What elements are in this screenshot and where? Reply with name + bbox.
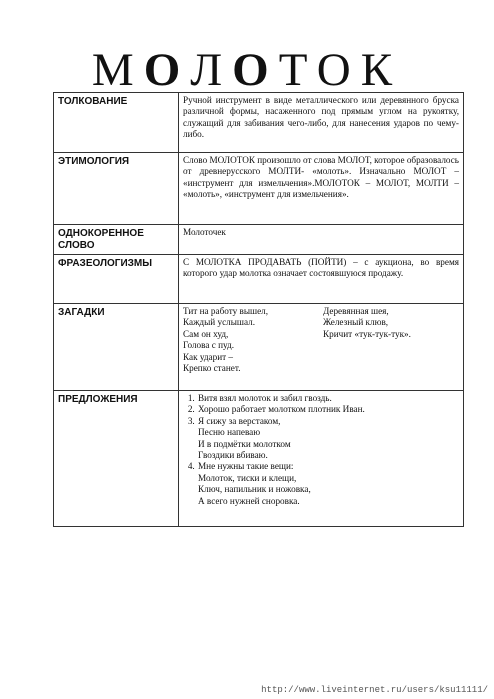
row-heading: ЗАГАДКИ [54,304,179,391]
sentence-item [197,416,459,462]
source-url: http://www.liveinternet.ru/users/ksu11111/ [261,685,488,695]
sentence-list [183,393,459,507]
riddle-line: Голова с пуд. [183,340,235,351]
sentence-line: 3. Я сижу за верстаком, [198,415,281,426]
row-heading: ПРЕДЛОЖЕНИЯ [54,391,179,527]
riddle-line: Кричит «тук-тук-тук». [323,328,411,339]
row-heading: ФРАЗЕОЛОГИЗМЫ [54,255,179,304]
row-zagadki [54,304,464,391]
riddle-line: Тит на работу вышел, [183,306,269,316]
riddle-line: Крепко станет. [183,363,241,374]
row-content: Слово МОЛОТОК произошло от слова МОЛОТ, которое образовалось от древнерусского МОЛТИ- «молоть». Изначально МОЛОТ – «инструмент для измельчения».МОЛОТОК – МОЛОТ, МОЛТИ – «молоть», «инструмент для измельчения». [179,153,464,225]
riddle-left [183,306,319,374]
title-letter: Л [190,44,233,96]
riddle-right [319,306,459,374]
title-letter-bold: О [232,44,279,96]
row-heading: ОДНОКОРЕННОЕ СЛОВО [54,225,179,255]
riddle-line: Железный клюв, [323,317,389,328]
row-heading: ЭТИМОЛОГИЯ [54,153,179,225]
row-content [179,391,464,527]
sentence-line: 1. Витя взял молоток и забил гвоздь. [198,393,332,403]
sentence-line: Гвоздики вбиваю. [198,450,268,461]
row-content [179,304,464,391]
page-title [0,44,494,96]
riddle-line: Деревянная шея, [323,306,389,316]
row-etimologiya [54,153,464,225]
sentence-item [197,461,459,507]
sentence-line: А всего нужней сноровка. [198,495,300,506]
row-content: С МОЛОТКА ПРОДАВАТЬ (ПОЙТИ) – с аукциона, во время которого удар молотка означает состоявшуюся продажу. [179,255,464,304]
word-table [53,92,464,527]
riddle-line: Как ударит – [183,351,234,362]
row-frazeologizmy [54,255,464,304]
riddles [183,306,459,374]
row-predlozheniya [54,391,464,527]
riddle-line: Каждый услышал. [183,317,256,328]
sentence-line: Молоток, тиски и клещи, [198,472,297,483]
sentence-line: Песню напеваю [198,427,261,438]
row-content: Молоточек [179,225,464,255]
row-content: Ручной инструмент в виде металлического или деревянного бруска различной формы, насаженного под прямым углом на рукоятку, служащий для забивания чего-либо, для нанесения ударов по чему-либо. [179,93,464,153]
sentence-item [197,404,459,415]
title-letter-bold: О [143,44,191,96]
sentence-line: 4. Мне нужны такие вещи: [198,461,294,472]
title-letter: М [91,44,144,96]
title-letter: ТОК [278,44,403,96]
row-odnokorennoe [54,225,464,255]
sentence-line: И в подмётки молотком [198,438,291,449]
row-tolkovanie [54,93,464,153]
sentence-item [197,393,459,404]
sentence-line: 2. Хорошо работает молотком плотник Иван. [198,404,365,415]
sentence-line: Ключ, напильник и ножовка, [198,484,311,495]
riddle-line: Сам он худ, [183,328,229,339]
row-heading: ТОЛКОВАНИЕ [54,93,179,153]
